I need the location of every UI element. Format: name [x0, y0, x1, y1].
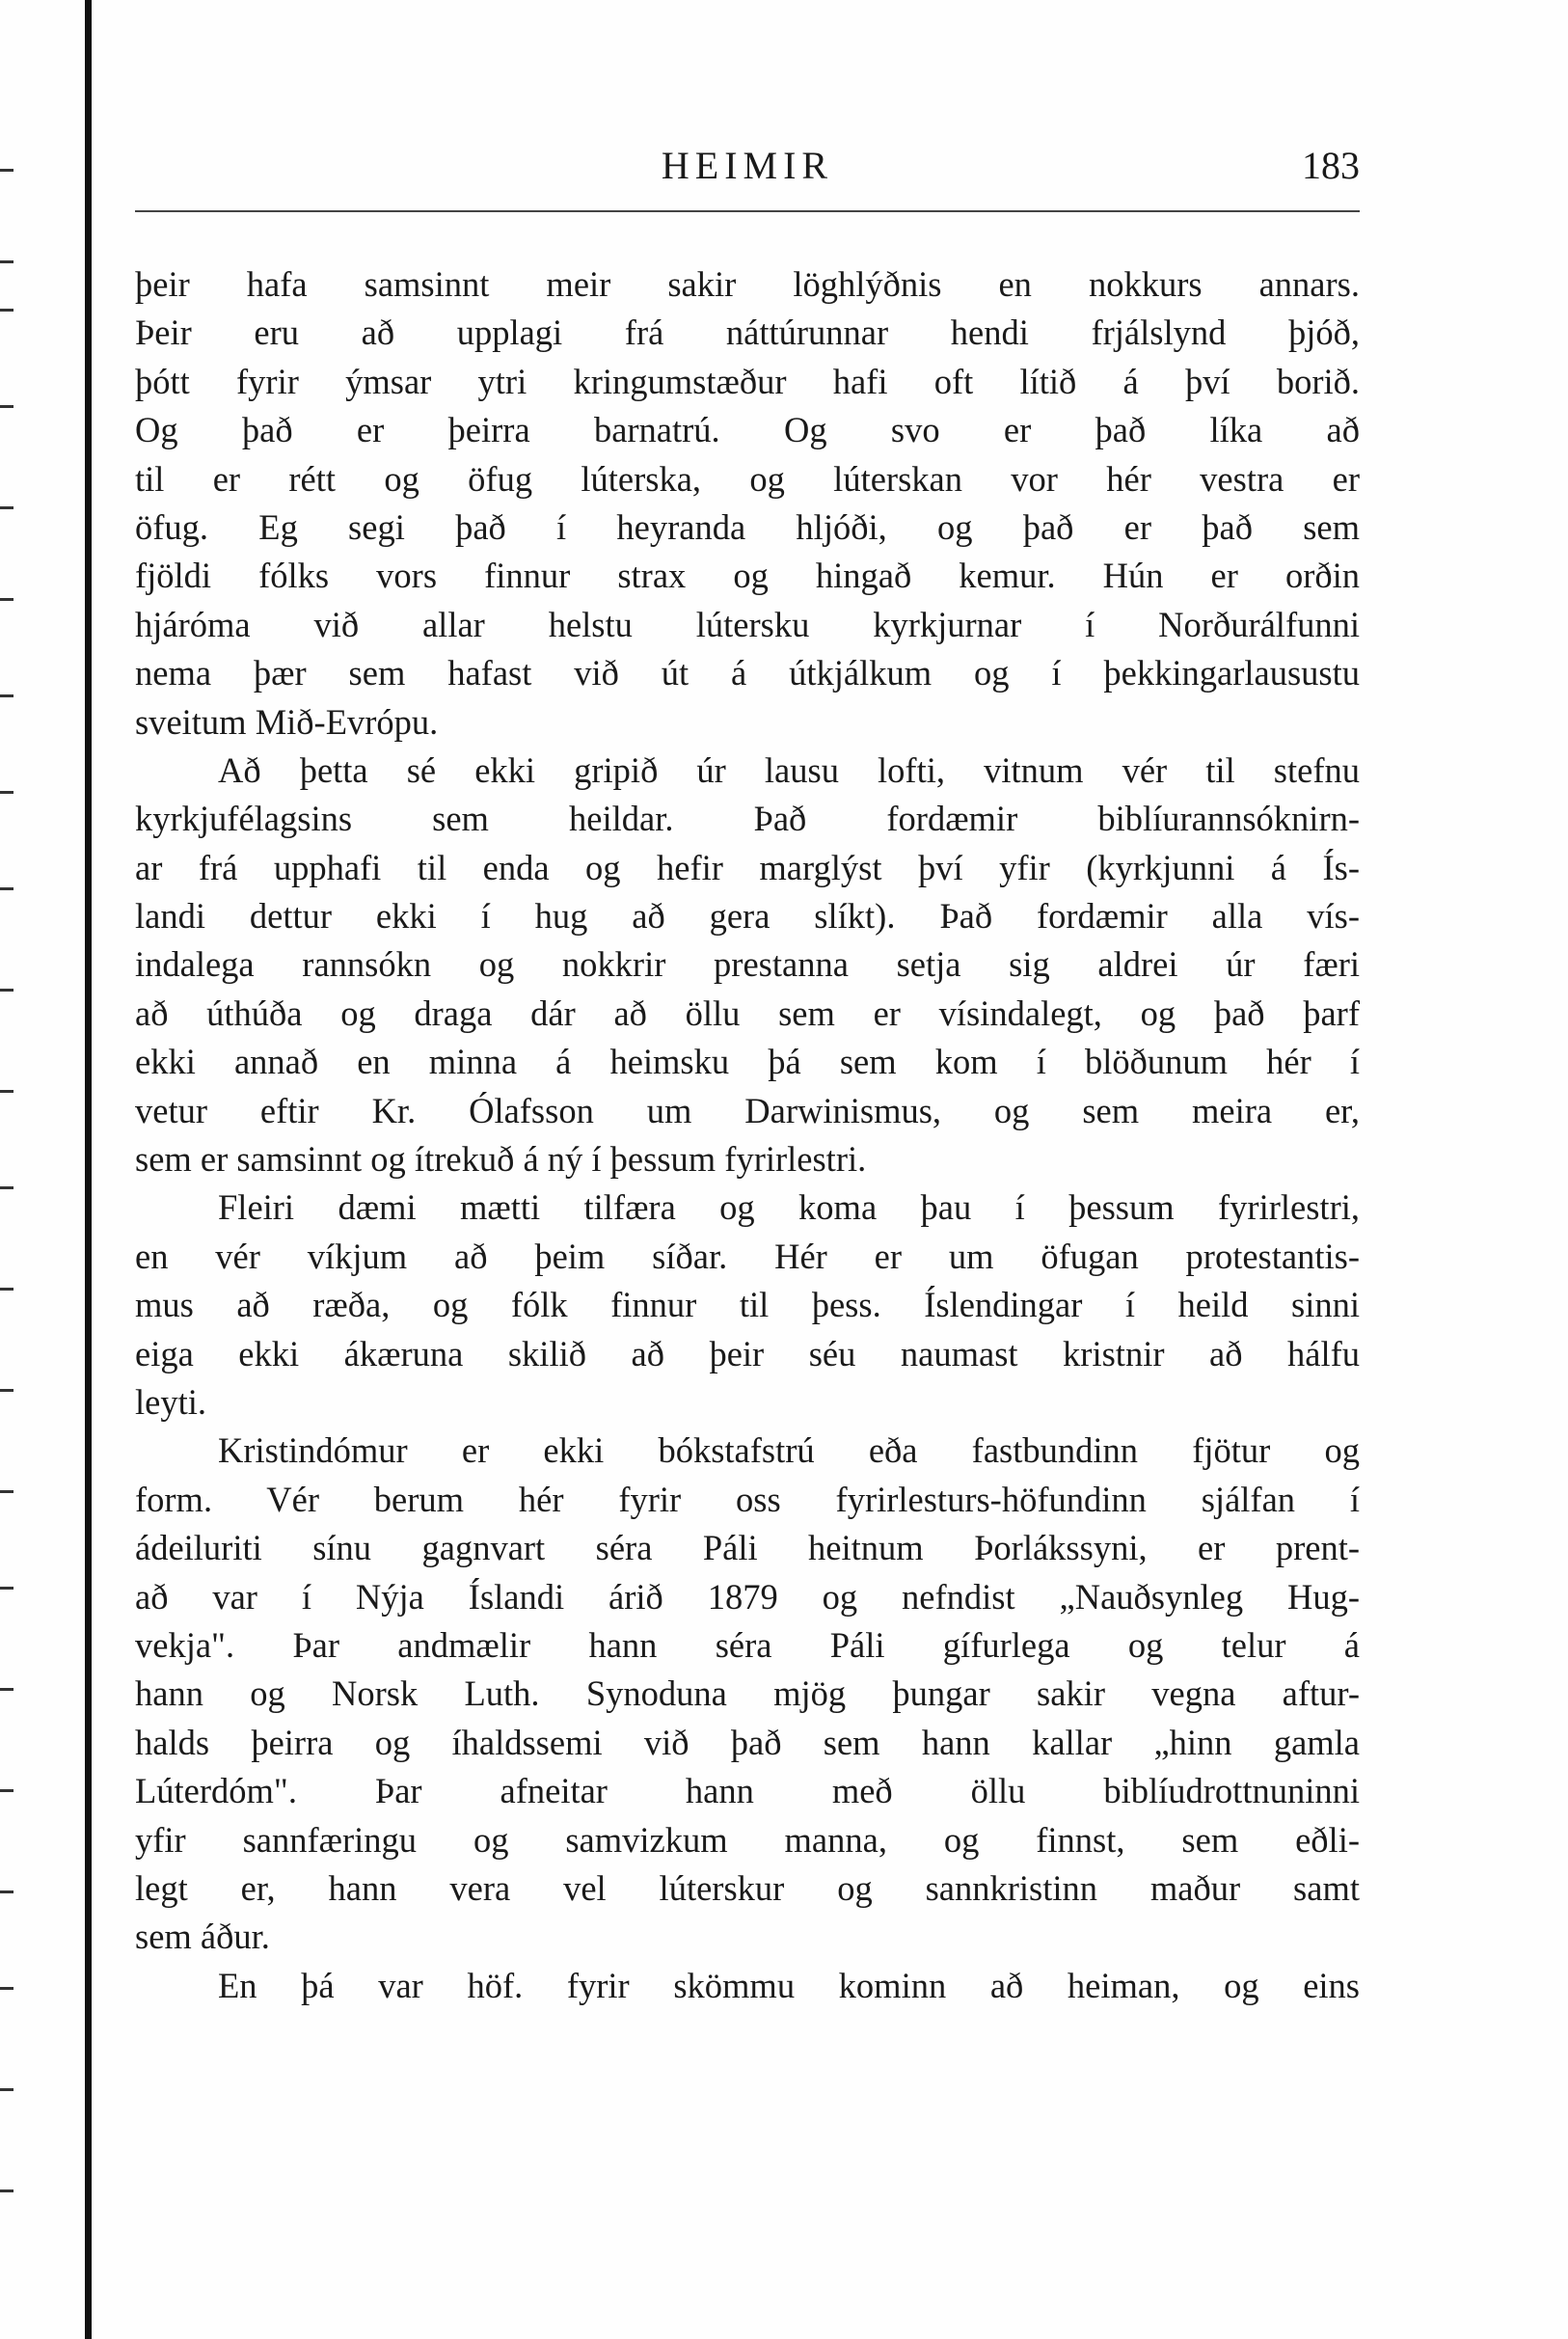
page-header — [135, 143, 1360, 201]
text-line: ádeiluriti sínu gagnvart séra Páli heitnum Þorlákssyni, er prent- — [135, 1528, 1360, 1568]
text-line: Kristindómur er ekki bókstafstrú eða fastbundinn fjötur og — [218, 1430, 1360, 1471]
margin-tick — [0, 169, 14, 172]
text-line: þótt fyrir ýmsar ytri kringumstæður hafi oft lítið á því borið. — [135, 361, 1360, 401]
text-line: ekki annað en minna á heimsku þá sem kom í blöðunum hér í — [135, 1042, 1360, 1082]
text-line: að úthúða og draga dár að öllu sem er vísindalegt, og það þarf — [135, 993, 1360, 1033]
text-line: leyti. — [135, 1381, 206, 1422]
margin-tick — [0, 1490, 14, 1493]
margin-tick — [0, 989, 14, 992]
text-line: eiga ekki ákæruna skilið að þeir séu naumast kristnir að hálfu — [135, 1333, 1360, 1373]
text-line: indalega rannsókn og nokkrir prestanna setja sig aldrei úr færi — [135, 944, 1360, 985]
margin-tick — [0, 1789, 14, 1792]
text-line: nema þær sem hafast við út á útkjálkum og í þekkingarlausustu — [135, 653, 1360, 694]
text-line: vetur eftir Kr. Ólafsson um Darwinismus, og sem meira er, — [135, 1090, 1360, 1130]
margin-tick — [0, 1987, 14, 1990]
body-text — [135, 260, 1360, 2010]
text-line: öfug. Eg segi það í heyranda hljóði, og það er það sem — [135, 506, 1360, 547]
page-number: 183 — [1302, 144, 1360, 187]
text-line: mus að ræða, og fólk finnur til þess. Íslendingar í heild sinni — [135, 1285, 1360, 1325]
text-line: vekja". Þar andmælir hann séra Páli gífurlega og telur á — [135, 1624, 1360, 1665]
text-line: hjáróma við allar helstu lútersku kyrkjurnar í Norðurálfunni — [135, 604, 1360, 644]
margin-tick — [0, 1890, 14, 1893]
text-line: Lúterdóm". Þar afneitar hann með öllu biblíudrottnuninni — [135, 1771, 1360, 1811]
text-line: landi dettur ekki í hug að gera slíkt). Það fordæmir alla vís- — [135, 896, 1360, 937]
text-line: fjöldi fólks vors finnur strax og hingað kemur. Hún er orðin — [135, 556, 1360, 596]
text-line: En þá var höf. fyrir skömmu kominn að heiman, og eins — [218, 1965, 1360, 2005]
margin-tick — [0, 1288, 14, 1291]
text-line: hann og Norsk Luth. Synoduna mjög þungar sakir vegna aftur- — [135, 1673, 1360, 1714]
text-line: Að þetta sé ekki gripið úr lausu lofti, vitnum vér til stefnu — [218, 749, 1360, 790]
text-line: til er rétt og öfug lúterska, og lúterskan vor hér vestra er — [135, 458, 1360, 499]
margin-tick — [0, 791, 14, 794]
margin-tick — [0, 506, 14, 509]
text-line: Þeir eru að upplagi frá náttúrunnar hendi frjálslynd þjóð, — [135, 313, 1360, 353]
page-edge-shadow — [85, 0, 92, 2339]
margin-tick — [0, 1688, 14, 1691]
margin-tick — [0, 1090, 14, 1093]
text-line: að var í Nýja Íslandi árið 1879 og nefndist „Nauðsynleg Hug- — [135, 1576, 1360, 1617]
text-line: legt er, hann vera vel lúterskur og sannkristinn maður samt — [135, 1867, 1360, 1908]
margin-tick — [0, 598, 14, 601]
margin-tick — [0, 405, 14, 408]
text-line: ar frá upphafi til enda og hefir marglýst því yfir (kyrkjunni á Ís- — [135, 847, 1360, 887]
header-rule — [135, 210, 1360, 212]
margin-tick — [0, 1587, 14, 1590]
text-line: form. Vér berum hér fyrir oss fyrirlesturs-höfundinn sjálfan í — [135, 1479, 1360, 1519]
text-line: sem er samsinnt og ítrekuð á ný í þessum fyrirlestri. — [135, 1139, 867, 1180]
text-line: sveitum Mið-Evrópu. — [135, 701, 439, 742]
margin-tick — [0, 260, 14, 263]
text-line: halds þeirra og íhaldssemi við það sem hann kallar „hinn gamla — [135, 1722, 1360, 1762]
text-line: sem áður. — [135, 1917, 270, 1957]
text-line: en vér víkjum að þeim síðar. Hér er um öfugan protestantis- — [135, 1236, 1360, 1276]
margin-tick — [0, 694, 14, 697]
text-line: kyrkjufélagsins sem heildar. Það fordæmir biblíurannsóknirn- — [135, 799, 1360, 839]
text-line: þeir hafa samsinnt meir sakir löghlýðnis en nokkurs annars. — [135, 264, 1360, 304]
text-line: yfir sannfæringu og samvizkum manna, og finnst, sem eðli- — [135, 1819, 1360, 1860]
margin-tick — [0, 887, 14, 890]
margin-tick — [0, 2088, 14, 2091]
margin-tick — [0, 2189, 14, 2192]
text-line: Og það er þeirra barnatrú. Og svo er það líka að — [135, 410, 1360, 450]
running-title: HEIMIR — [661, 144, 834, 187]
margin-tick — [0, 1389, 14, 1392]
margin-tick — [0, 1186, 14, 1189]
text-line: Fleiri dæmi mætti tilfæra og koma þau í þessum fyrirlestri, — [218, 1187, 1360, 1228]
margin-tick — [0, 309, 14, 312]
